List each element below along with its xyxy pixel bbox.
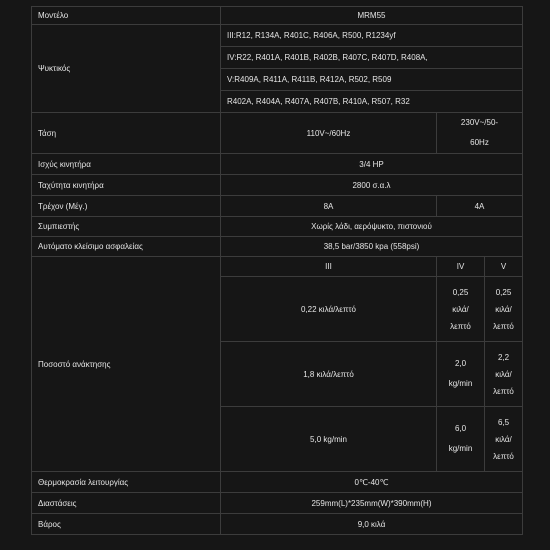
recovery-3-v-unit1: κιλά/ <box>495 434 512 444</box>
refrigerant-group-iii: III:R12, R134A, R401C, R406A, R500, R1234yf <box>221 25 523 47</box>
model-label: Μοντέλο <box>32 7 221 25</box>
voltage-230-line1: 230V~/50- <box>460 118 499 127</box>
motor-power-value: 3/4 HP <box>221 154 523 175</box>
motor-power-label: Ισχύς κινητήρα <box>32 154 221 175</box>
refrigerants-label: Ψυκτικός <box>32 25 221 113</box>
row-motor-power <box>32 154 523 175</box>
auto-shutoff-value: 38,5 bar/3850 kpa (558psi) <box>221 237 523 257</box>
weight-label: Βάρος <box>32 514 221 535</box>
recovery-2-v-unit1: κιλά/ <box>495 369 512 379</box>
model-value: MRM55 <box>221 7 523 25</box>
weight-value: 9,0 κιλά <box>221 514 523 535</box>
row-temperature <box>32 472 523 493</box>
recovery-1-iii: 0,22 κιλά/λεπτό <box>221 277 437 342</box>
motor-speed-label: Ταχύτητα κινητήρα <box>32 175 221 196</box>
recovery-header-v: V <box>485 257 523 277</box>
voltage-label: Τάση <box>32 113 221 154</box>
voltage-110: 110V~/60Hz <box>221 113 437 154</box>
recovery-3-v-value: 6,5 <box>497 417 510 427</box>
current-230: 4A <box>437 196 523 217</box>
recovery-header-iv: IV <box>437 257 485 277</box>
recovery-3-iv-unit: kg/min <box>448 444 473 453</box>
recovery-2-iv-unit: kg/min <box>448 379 473 388</box>
dimensions-value: 259mm(L)*235mm(W)*390mm(H) <box>221 493 523 514</box>
current-110: 8A <box>221 196 437 217</box>
row-refrigerant-1 <box>32 25 523 47</box>
row-current <box>32 196 523 217</box>
row-auto-shutoff <box>32 237 523 257</box>
recovery-3-iv-value: 6,0 <box>454 424 467 433</box>
row-compressor <box>32 217 523 237</box>
refrigerant-group-v-cont: R402A, R404A, R407A, R407B, R410A, R507, R32 <box>221 91 523 113</box>
recovery-3-v-unit2: λεπτό <box>493 451 514 461</box>
recovery-1-v <box>485 277 523 342</box>
temperature-label: Θερμοκρασία λειτουργίας <box>32 472 221 493</box>
recovery-3-iii: 5,0 kg/min <box>221 407 437 472</box>
row-weight <box>32 514 523 535</box>
recovery-2-v-unit2: λεπτό <box>493 386 514 396</box>
spec-table <box>31 6 523 535</box>
compressor-label: Συμπιεστής <box>32 217 221 237</box>
recovery-3-iv <box>437 407 485 472</box>
voltage-230 <box>437 113 523 154</box>
recovery-2-iii: 1,8 κιλά/λεπτό <box>221 342 437 407</box>
temperature-value: 0℃-40℃ <box>221 472 523 493</box>
row-recovery-header <box>32 257 523 277</box>
recovery-2-iv <box>437 342 485 407</box>
auto-shutoff-label: Αυτόματο κλείσιμο ασφαλείας <box>32 237 221 257</box>
recovery-3-v <box>485 407 523 472</box>
recovery-1-iv <box>437 277 485 342</box>
recovery-label: Ποσοστό ανάκτησης <box>32 257 221 472</box>
row-dimensions <box>32 493 523 514</box>
recovery-1-iv-unit1: κιλά/ <box>452 304 469 314</box>
voltage-230-line2: 60Hz <box>470 138 489 147</box>
refrigerant-group-iv: IV:R22, R401A, R401B, R402B, R407C, R407D, R408A, <box>221 47 523 69</box>
recovery-1-v-unit1: κιλά/ <box>495 304 512 314</box>
compressor-value: Χωρίς λάδι, αερόψυκτο, πιστονιού <box>221 217 523 237</box>
recovery-2-v-value: 2,2 <box>497 352 510 362</box>
recovery-1-iv-value: 0,25 <box>452 287 469 297</box>
recovery-header-iii: III <box>221 257 437 277</box>
recovery-2-v <box>485 342 523 407</box>
row-model <box>32 7 523 25</box>
recovery-1-iv-unit2: λεπτό <box>450 321 471 331</box>
current-label: Τρέχον (Μέγ.) <box>32 196 221 217</box>
row-voltage <box>32 113 523 154</box>
motor-speed-value: 2800 σ.α.λ <box>221 175 523 196</box>
recovery-1-v-unit2: λεπτό <box>493 321 514 331</box>
row-motor-speed <box>32 175 523 196</box>
dimensions-label: Διαστάσεις <box>32 493 221 514</box>
recovery-2-iv-value: 2,0 <box>454 359 467 368</box>
refrigerant-group-v: V:R409A, R411A, R411B, R412A, R502, R509 <box>221 69 523 91</box>
recovery-1-v-value: 0,25 <box>495 287 512 297</box>
